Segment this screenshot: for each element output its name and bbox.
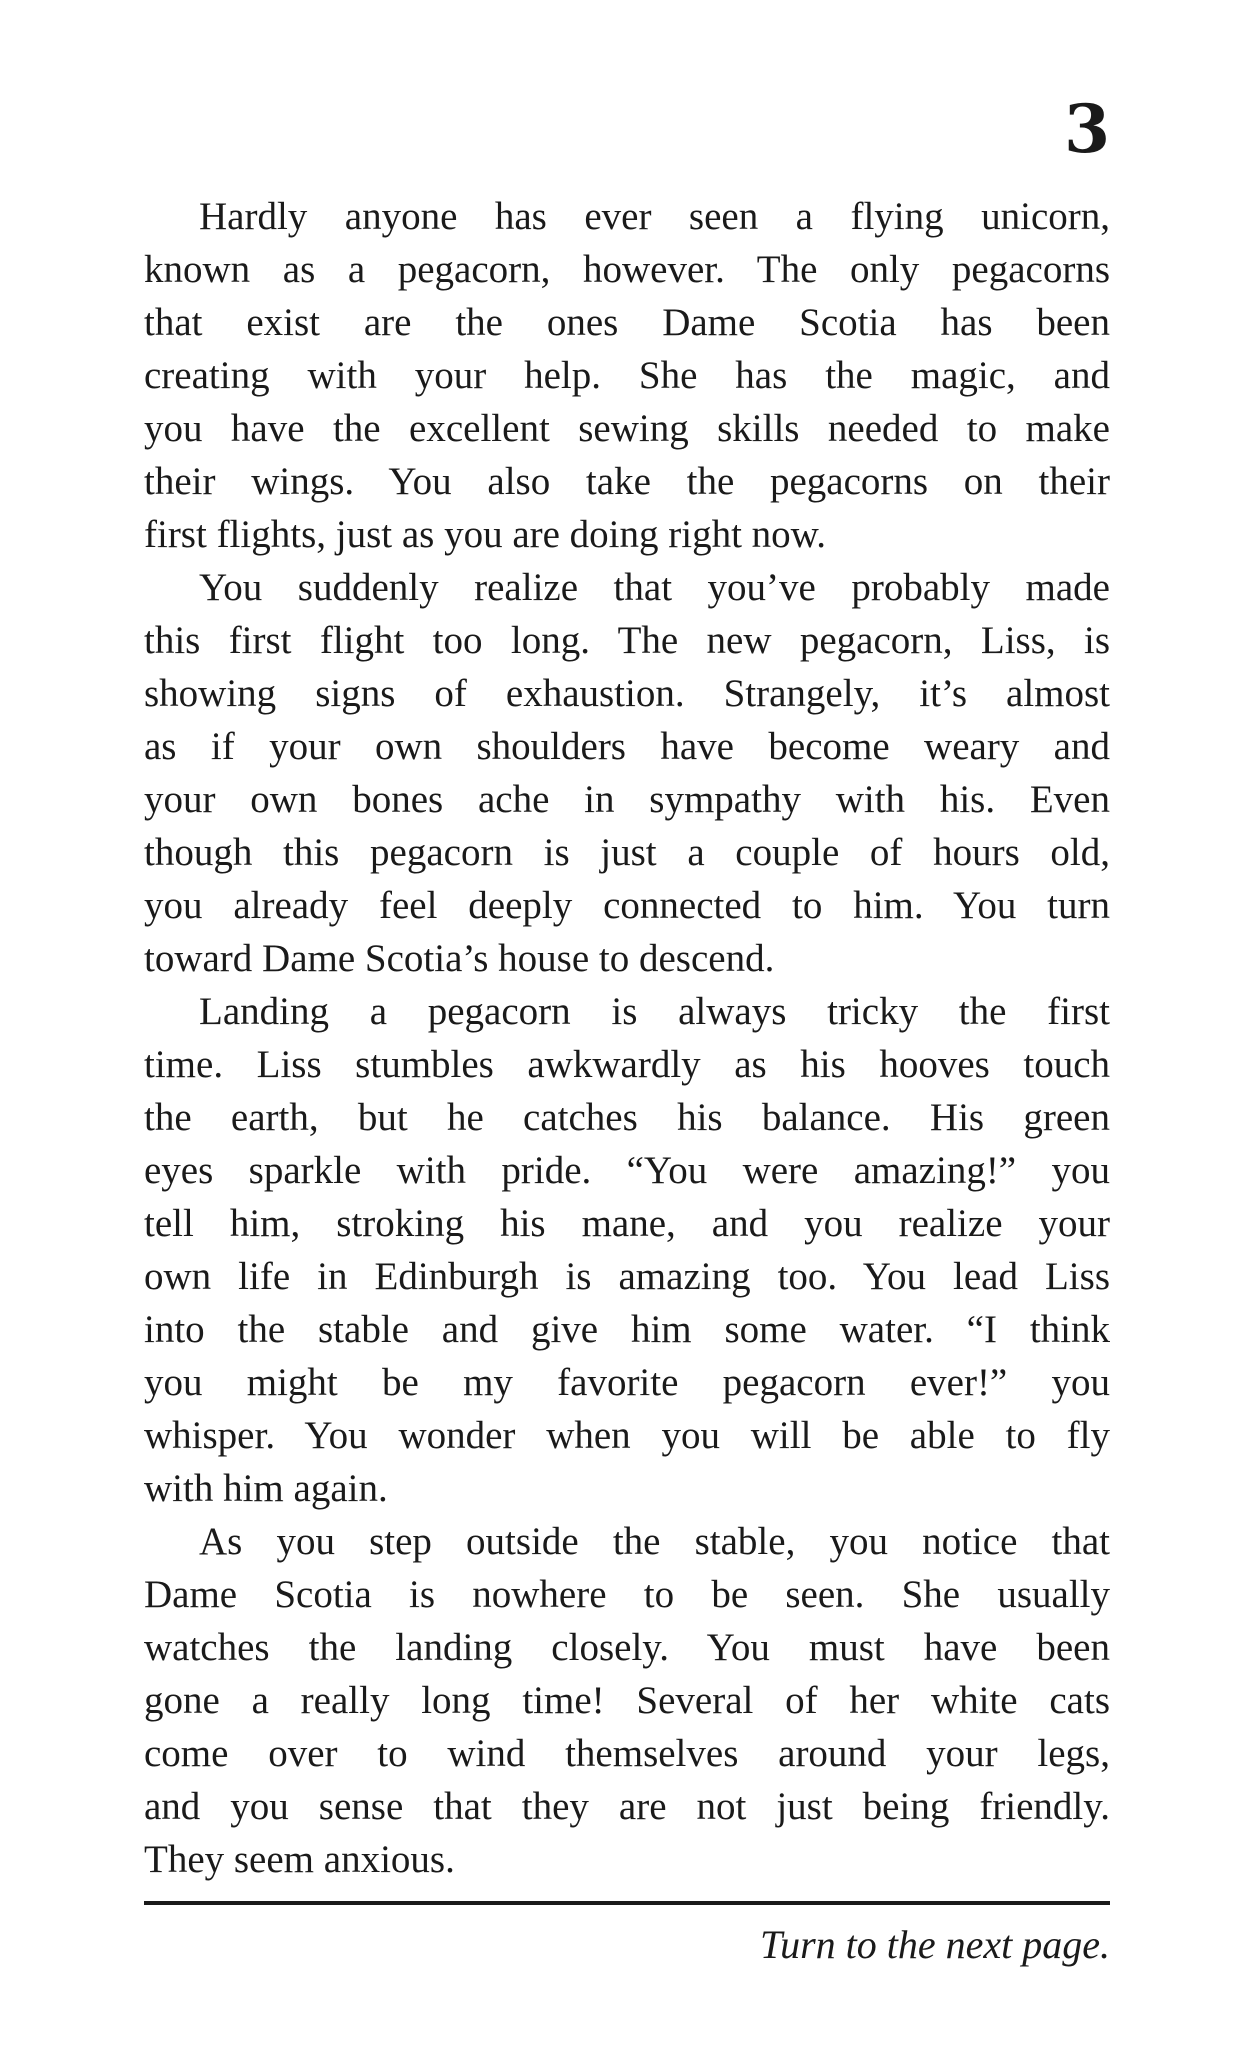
page-number: 3: [1064, 90, 1110, 168]
text-line: though this pegacorn is just a couple of hours old,: [144, 831, 1110, 874]
text-line: their wings. You also take the pegacorns on their: [144, 460, 1110, 503]
paragraph: [144, 190, 1110, 561]
text-line: You suddenly realize that you’ve probably made: [199, 566, 1110, 609]
text-line: your own bones ache in sympathy with his. Even: [144, 778, 1110, 821]
text-line: come over to wind themselves around your legs,: [144, 1732, 1110, 1775]
text-line: whisper. You wonder when you will be able to fly: [144, 1414, 1110, 1457]
text-line: tell him, stroking his mane, and you realize your: [144, 1202, 1110, 1245]
text-line: time. Liss stumbles awkwardly as his hooves touch: [144, 1043, 1110, 1086]
turn-instruction: Turn to the next page.: [760, 1922, 1110, 1967]
text-line: own life in Edinburgh is amazing too. You lead Liss: [144, 1255, 1110, 1298]
text-line: They seem anxious.: [144, 1838, 455, 1881]
text-line: you already feel deeply connected to him. You turn: [144, 884, 1110, 927]
text-line: watches the landing closely. You must have been: [144, 1626, 1110, 1669]
text-line: showing signs of exhaustion. Strangely, it’s almost: [144, 672, 1110, 715]
text-line: Landing a pegacorn is always tricky the first: [199, 990, 1110, 1033]
text-line: with him again.: [144, 1467, 388, 1510]
paragraph: [144, 985, 1110, 1515]
text-line: and you sense that they are not just being friendly.: [144, 1785, 1110, 1828]
text-line: you have the excellent sewing skills needed to make: [144, 407, 1110, 450]
text-line: gone a really long time! Several of her white cats: [144, 1679, 1110, 1722]
paragraph: [144, 1515, 1110, 1886]
text-line: you might be my favorite pegacorn ever!” you: [144, 1361, 1110, 1404]
text-line: Hardly anyone has ever seen a flying unicorn,: [199, 195, 1110, 238]
divider-rule: [144, 1901, 1110, 1905]
paragraph: [144, 561, 1110, 985]
text-line: toward Dame Scotia’s house to descend.: [144, 937, 775, 980]
text-line: that exist are the ones Dame Scotia has been: [144, 301, 1110, 344]
text-line: As you step outside the stable, you notice that: [199, 1520, 1110, 1563]
text-line: into the stable and give him some water. “I think: [144, 1308, 1110, 1351]
text-line: this first flight too long. The new pegacorn, Liss, is: [144, 619, 1110, 662]
text-line: known as a pegacorn, however. The only pegacorns: [144, 248, 1110, 291]
text-line: creating with your help. She has the magic, and: [144, 354, 1110, 397]
story-text: [144, 190, 1110, 1886]
text-line: first flights, just as you are doing right now.: [144, 513, 827, 556]
text-line: as if your own shoulders have become weary and: [144, 725, 1110, 768]
text-line: Dame Scotia is nowhere to be seen. She usually: [144, 1573, 1110, 1616]
text-line: the earth, but he catches his balance. His green: [144, 1096, 1110, 1139]
text-line: eyes sparkle with pride. “You were amazing!” you: [144, 1149, 1110, 1192]
